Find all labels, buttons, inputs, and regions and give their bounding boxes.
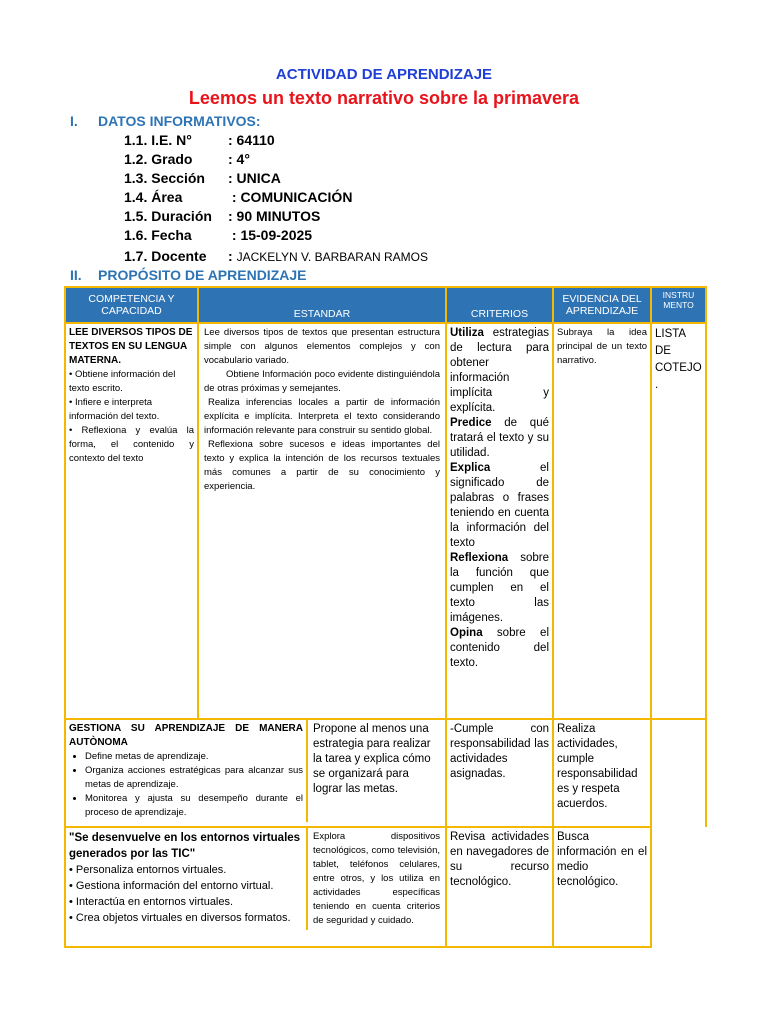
instrumento-cell: LISTA DE COTEJO . — [651, 323, 706, 719]
info-label: 1.5. Duración — [124, 208, 212, 224]
capacidad-item: • Interactúa en entornos virtuales. — [69, 896, 234, 908]
header-estandar: ESTANDAR — [198, 287, 446, 323]
instrumento-cell — [651, 827, 706, 947]
criterio-item — [450, 626, 549, 671]
estandar-content: Propone al menos una estrategia para realizar la tarea y explica cómo se organizará para lograr las metas. — [306, 720, 445, 822]
capacidad-item: • Gestiona información del entorno virtual. — [69, 880, 274, 892]
info-row-duracion — [124, 208, 320, 224]
info-value: : 4° — [228, 151, 250, 167]
criterio-text: de qué tratará el texto y su utilidad. — [450, 417, 549, 459]
capacidad-item: • Monitorea y ajusta su desempeño durante el proceso de aprendizaje. — [85, 792, 303, 820]
criterio-item — [450, 416, 549, 461]
estandar-paragraph: Obtiene Información poco evidente distinguiéndola de otras próximas y semejantes. — [204, 369, 440, 394]
info-label: 1.2. Grado — [124, 151, 193, 167]
table-row — [65, 827, 706, 947]
info-value: : 64110 — [228, 132, 275, 148]
info-value: : UNICA — [228, 170, 281, 186]
info-value: : 90 MINUTOS — [228, 208, 321, 224]
activity-subtitle: Leemos un texto narrativo sobre la primavera — [188, 88, 580, 108]
competencia-content — [66, 828, 306, 930]
competencia-title: "Se desenvuelve en los entornos virtuales generados por las TIC" — [69, 832, 301, 860]
criterio-verb: Reflexiona — [450, 552, 509, 564]
info-value: : 15-09-2025 — [228, 227, 313, 243]
info-value: JACKELYN V. BARBARAN RAMOS — [236, 250, 428, 264]
section-proposito — [70, 267, 306, 283]
estandar-content: Explora dispositivos tecnológicos, como televisión, tablet, teléfonos celulares, entre otros, y los utiliza en actividades específicas teniendo en cuenta criterios de seguridad y cuidado. — [306, 828, 445, 930]
section-label: DATOS INFORMATIVOS: — [98, 113, 261, 129]
criterio-text: estrategias de lectura para obtener información implícita y explícita. — [450, 327, 549, 414]
info-row-fecha — [124, 227, 312, 243]
info-label: 1.6. Fecha — [124, 227, 192, 243]
competencia-cell — [65, 827, 446, 947]
section-datos-informativos — [70, 113, 261, 129]
proposito-table — [64, 286, 707, 948]
evidencia-cell: Busca información en el medio tecnológico. — [553, 827, 651, 947]
capacidad-item: • Organiza acciones estratégicas para alcanzar sus metas de aprendizaje. — [85, 764, 303, 792]
capacidad-item: • Obtiene información del texto escrito. — [69, 369, 176, 394]
competencia-title: LEE DIVERSOS TIPOS DE TEXTOS EN SU LENGUA MATERNA. — [69, 327, 193, 366]
section-number: I. — [70, 113, 78, 129]
criterio-verb: Predice — [450, 417, 492, 429]
estandar-paragraph: Reflexiona sobre sucesos e ideas importantes del texto y explica la intención de los recursos textuales más comunes a partir de su conocimiento y experiencia. — [204, 439, 440, 492]
table-row — [65, 323, 706, 719]
header-instrumento: INSTRU MENTO — [651, 287, 706, 323]
criterios-cell: -Cumple con responsabilidad las actividades asignadas. — [446, 719, 553, 827]
info-row-area — [124, 189, 352, 205]
section-number: II. — [70, 267, 82, 283]
info-label: 1.7. Docente — [124, 248, 207, 264]
criterio-text: el significado de palabras o frases teniendo en cuenta la información del texto — [450, 462, 549, 549]
info-value: : COMUNICACIÓN — [228, 189, 353, 205]
instrumento-cell — [651, 719, 706, 827]
capacidad-item: • Reflexiona y evalúa la forma, el contenido y contexto del texto — [69, 425, 194, 464]
table-row — [65, 719, 706, 827]
info-row-docente — [124, 248, 428, 264]
criterio-item — [450, 461, 549, 551]
criterios-cell — [446, 323, 553, 719]
criterio-verb: Explica — [450, 462, 491, 474]
competencia-content — [66, 720, 306, 822]
competencia-cell — [65, 323, 198, 719]
capacidad-item: • Define metas de aprendizaje. — [85, 750, 303, 764]
info-colon: : — [228, 248, 233, 264]
competencia-cell — [65, 719, 446, 827]
section-label: PROPÓSITO DE APRENDIZAJE — [98, 267, 307, 283]
capacidad-item: • Infiere e interpreta información del texto. — [69, 397, 160, 422]
activity-title: ACTIVIDAD DE APRENDIZAJE — [275, 66, 493, 83]
competencia-title: GESTIONA SU APRENDIZAJE DE MANERA AUTÒNOMA — [69, 723, 303, 748]
info-label: 1.3. Sección — [124, 170, 205, 186]
criterio-text: sobre el contenido del texto. — [450, 627, 549, 669]
criterio-item — [450, 326, 549, 416]
evidencia-cell: Realiza actividades, cumple responsabilidad es y respeta acuerdos. — [553, 719, 651, 827]
estandar-paragraph: Lee diversos tipos de textos que presentan estructura simple con algunos elementos complejos y con vocabulario variado. — [204, 327, 440, 366]
criterio-verb: Opina — [450, 627, 483, 639]
capacidad-item: • Crea objetos virtuales en diversos formatos. — [69, 912, 291, 924]
criterio-item — [450, 551, 549, 626]
capacidad-item: • Personaliza entornos virtuales. — [69, 864, 227, 876]
criterio-text: sobre la función que cumplen en el texto las imágenes. — [450, 552, 549, 624]
criterios-cell: Revisa actividades en navegadores de su recurso tecnológico. — [446, 827, 553, 947]
criterio-verb: Utiliza — [450, 327, 484, 339]
header-evidencia: EVIDENCIA DEL APRENDIZAJE — [553, 287, 651, 323]
info-row-seccion — [124, 170, 281, 186]
info-label: 1.1. I.E. N° — [124, 132, 192, 148]
table-header-row — [65, 287, 706, 323]
estandar-paragraph: Realiza inferencias locales a partir de información explícita e implícita. Interpreta el texto considerando información relevante para construir su sentido global. — [204, 397, 440, 436]
header-criterios: CRITERIOS — [446, 287, 553, 323]
info-row-ie — [124, 132, 275, 148]
evidencia-cell: Subraya la idea principal de un texto narrativo. — [553, 323, 651, 719]
header-competencia: COMPETENCIA Y CAPACIDAD — [65, 287, 198, 323]
info-label: 1.4. Área — [124, 189, 183, 205]
estandar-cell — [198, 323, 446, 719]
info-row-grado — [124, 151, 250, 167]
